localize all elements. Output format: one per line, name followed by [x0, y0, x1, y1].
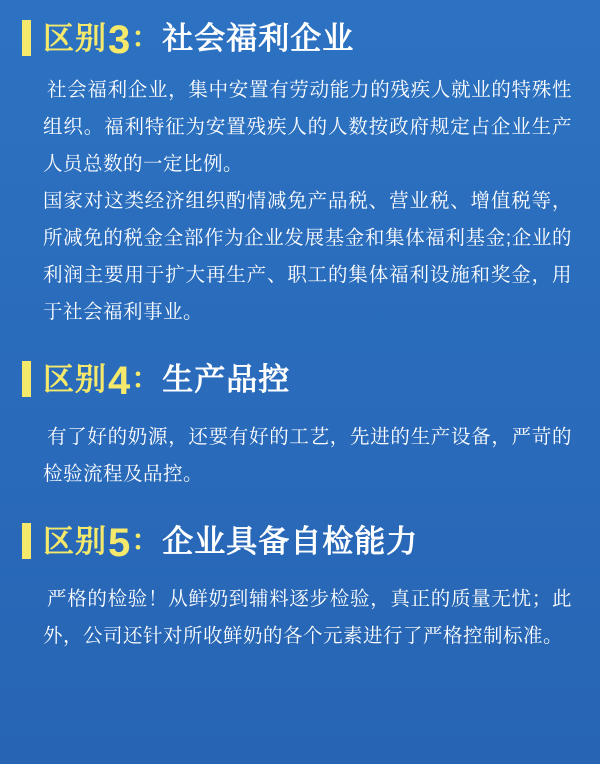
accent-bar-icon — [22, 20, 31, 56]
section-3-heading — [22, 18, 578, 62]
section-4-body — [22, 419, 578, 493]
section-5 — [22, 493, 578, 655]
section-5-number: 5 — [108, 521, 131, 565]
section-3-label: 区别 — [43, 20, 107, 56]
section-5-heading — [22, 521, 578, 565]
section-5-body — [22, 581, 578, 655]
section-3-number: 3 — [108, 18, 131, 62]
section-4-heading — [22, 359, 578, 403]
section-3-paragraph-1: 社会福利企业，集中安置有劳动能力的残疾人就业的特殊性组织。福利特征为安置残疾人的人数按政府规定占企业生产人员总数的一定比例。 — [43, 79, 572, 175]
section-3 — [22, 0, 578, 331]
section-4 — [22, 331, 578, 493]
section-4-colon: ： — [131, 362, 161, 395]
section-5-colon: ： — [131, 524, 161, 557]
section-3-title: 社会福利企业 — [162, 20, 355, 56]
section-3-body — [22, 72, 578, 331]
section-5-title: 企业具备自检能力 — [162, 523, 419, 559]
section-3-paragraph-2: 国家对这类经济组织酌情减免产品税、营业税、增值税等，所减免的税金全部作为企业发展基金和集体福利基金;企业的利润主要用于扩大再生产、职工的集体福利设施和奖金，用于社会福利事业。 — [43, 190, 572, 323]
section-4-title: 生产品控 — [162, 361, 291, 397]
section-3-colon: ： — [131, 21, 161, 54]
accent-bar-icon — [22, 361, 31, 397]
accent-bar-icon — [22, 523, 31, 559]
section-4-label: 区别 — [43, 361, 107, 397]
section-5-label: 区别 — [43, 523, 107, 559]
section-5-paragraph-1: 严格的检验！从鲜奶到辅料逐步检验，真正的质量无忧；此外，公司还针对所收鲜奶的各个元素进行了严格控制标准。 — [43, 588, 572, 647]
section-4-number: 4 — [108, 359, 131, 403]
section-4-paragraph-1: 有了好的奶源，还要有好的工艺，先进的生产设备，严苛的检验流程及品控。 — [43, 426, 572, 485]
